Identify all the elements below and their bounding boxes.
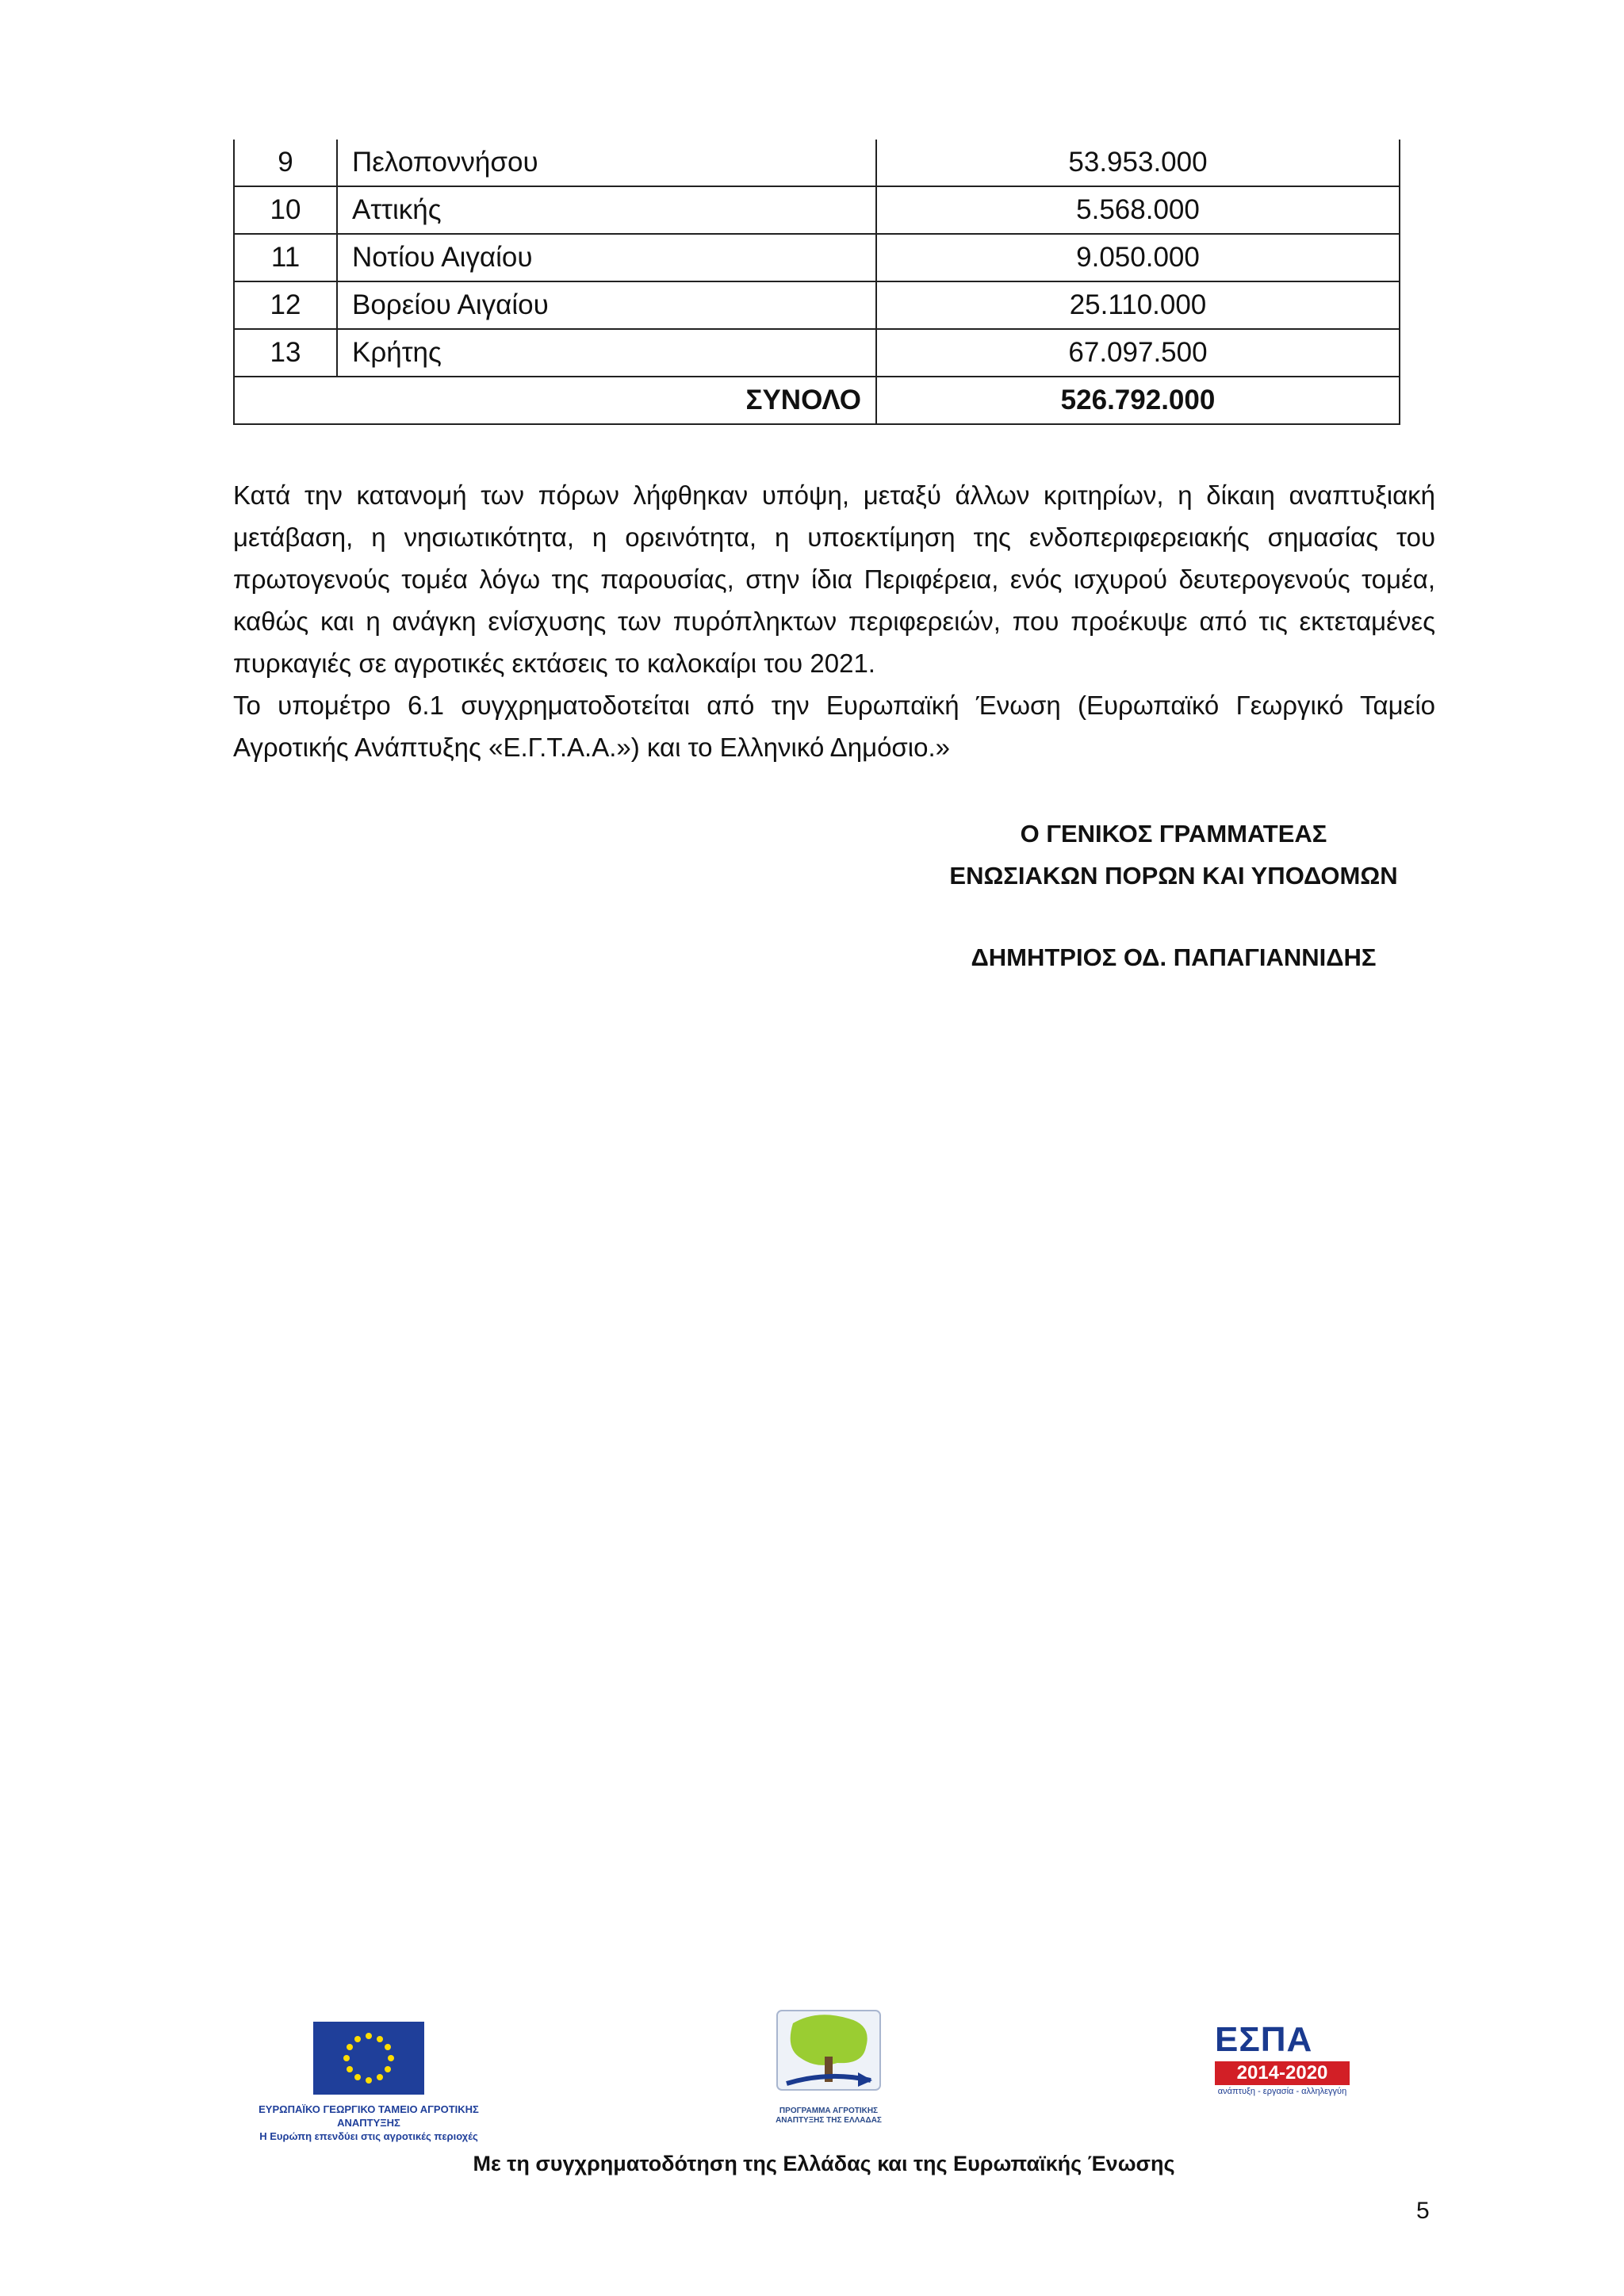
eu-logo-caption-line1: ΕΥΡΩΠΑΪΚΟ ΓΕΩΡΓΙΚΟ ΤΑΜΕΙΟ ΑΓΡΟΤΙΚΗΣ ΑΝΑΠΤΥΞΗΣ — [259, 2103, 479, 2129]
regions-allocation-table — [233, 140, 1400, 425]
total-label: ΣΥΝΟΛΟ — [234, 377, 876, 424]
body-paragraph: Το υπομέτρο 6.1 συγχρηματοδοτείται από την Ευρωπαϊκή Ένωση (Ευρωπαϊκό Γεωργικό Ταμείο Αγροτικής Ανάπτυξης «Ε.Γ.Τ.Α.Α.») και το Ελληνικό Δημόσιο.» — [233, 691, 1435, 762]
eu-flag-icon — [313, 2022, 424, 2095]
signatory-name: ΔΗΜΗΤΡΙΟΣ ΟΔ. ΠΑΠΑΓΙΑΝΝΙΔΗΣ — [971, 943, 1377, 971]
table-total-row — [234, 377, 1400, 424]
table-row — [234, 234, 1400, 281]
region-name: Βορείου Αιγαίου — [337, 281, 876, 329]
region-name: Πελοποννήσου — [337, 140, 876, 186]
region-amount: 9.050.000 — [876, 234, 1400, 281]
region-name: Νοτίου Αιγαίου — [337, 234, 876, 281]
row-number: 10 — [234, 186, 337, 234]
footer-caption: Με τη συγχρηματοδότηση της Ελλάδας και της Ευρωπαϊκής Ένωσης — [473, 2152, 1175, 2175]
region-name: Κρήτης — [337, 329, 876, 377]
footer-logos — [0, 2006, 1624, 2149]
signature-title-line2: ΕΝΩΣΙΑΚΩΝ ΠΟΡΩΝ ΚΑΙ ΥΠΟΔΟΜΩΝ — [949, 862, 1398, 890]
espa-years: 2014-2020 — [1215, 2061, 1350, 2085]
row-number: 9 — [234, 140, 337, 186]
row-number: 11 — [234, 234, 337, 281]
signature-title-line1: Ο ΓΕΝΙΚΟΣ ΓΡΑΜΜΑΤΕΑΣ — [1020, 820, 1327, 848]
region-amount: 53.953.000 — [876, 140, 1400, 186]
rdp-logo-caption: ΠΡΟΓΡΑΜΜΑ ΑΓΡΟΤΙΚΗΣ ΑΝΑΠΤΥΞΗΣ ΤΗΣ ΕΛΛΑΔΑΣ — [776, 2107, 882, 2125]
table-row — [234, 281, 1400, 329]
page-number: 5 — [1416, 2198, 1430, 2224]
espa-logo — [1215, 2022, 1350, 2096]
body-paragraph: Κατά την κατανομή των πόρων λήφθηκαν υπόψη, μεταξύ άλλων κριτηρίων, η δίκαιη αναπτυξιακή μετάβαση, η νησιωτικότητα, η ορεινότητα, η υποεκτίμηση της ενδοπεριφερειακής σημασίας του πρωτογενούς τομέα λόγω της παρουσίας, στην ίδια Περιφέρεια, ενός ισχυρού δευτερογενούς τομέα, καθώς και η ανάγκη ενίσχυσης των πυρόπληκτων περιφερειών, που προέκυψε από τις εκτεταμένες πυρκαγιές σε αγροτικές εκτάσεις το καλοκαίρι του 2021. — [233, 480, 1435, 678]
region-name: Αττικής — [337, 186, 876, 234]
signature-block — [896, 813, 1451, 978]
table-row — [234, 140, 1400, 186]
eu-eafrd-logo — [234, 2022, 504, 2143]
region-amount: 67.097.500 — [876, 329, 1400, 377]
body-text — [233, 474, 1435, 768]
espa-title: ΕΣΠΑ — [1215, 2020, 1313, 2059]
table-row — [234, 329, 1400, 377]
total-value: 526.792.000 — [876, 377, 1400, 424]
eu-logo-caption-line2: Η Ευρώπη επενδύει στις αγροτικές περιοχές — [259, 2130, 478, 2142]
region-amount: 25.110.000 — [876, 281, 1400, 329]
rural-development-programme-logo — [761, 2007, 896, 2126]
region-amount: 5.568.000 — [876, 186, 1400, 234]
tree-icon — [769, 2007, 888, 2101]
row-number: 13 — [234, 329, 337, 377]
row-number: 12 — [234, 281, 337, 329]
espa-tagline: ανάπτυξη - εργασία - αλληλεγγύη — [1217, 2087, 1347, 2096]
table-row — [234, 186, 1400, 234]
